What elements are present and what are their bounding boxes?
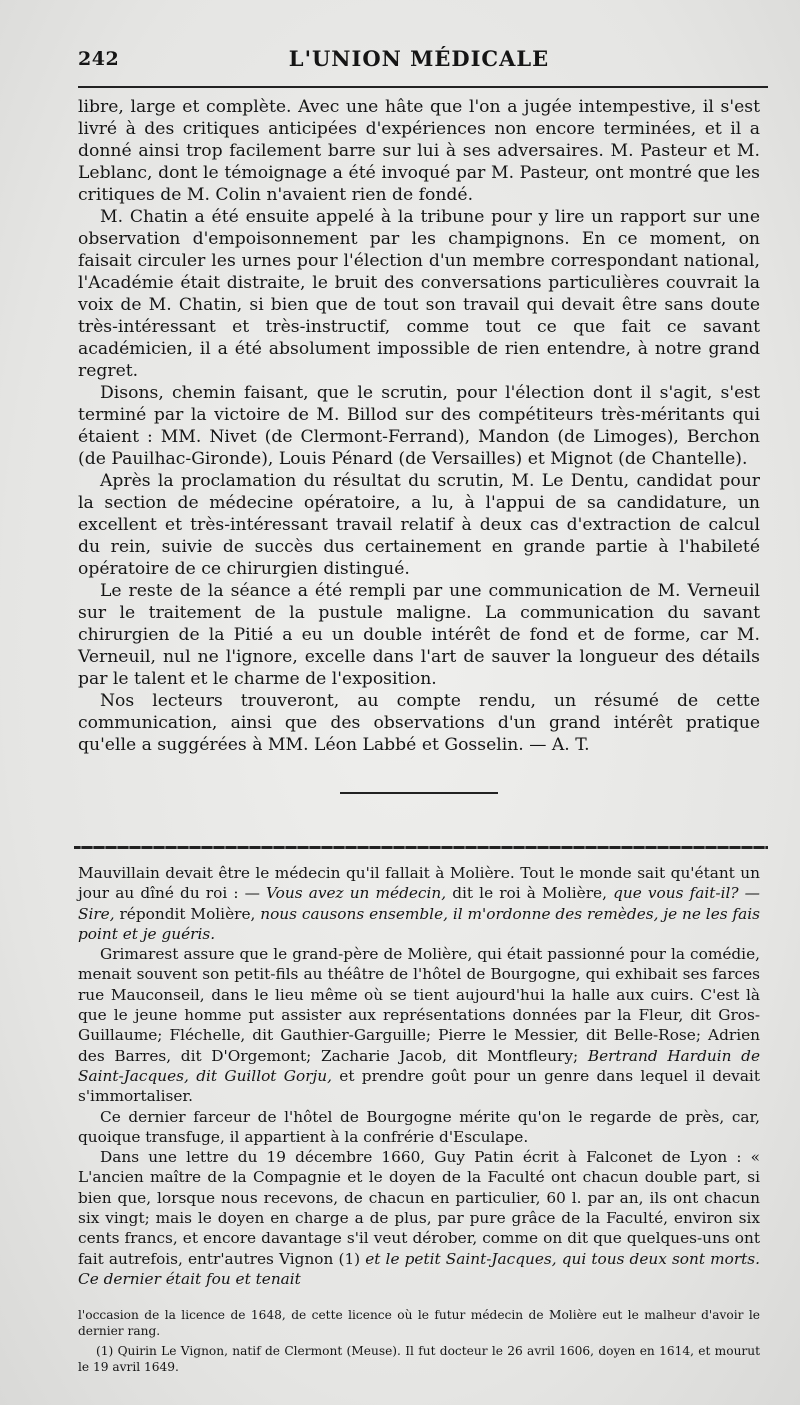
text-run: répondit Molière, [114, 904, 261, 923]
text-run: et prendre goût pour un genre dans lequel il devait s'immortaliser. [78, 1066, 760, 1106]
feuilleton-text [78, 863, 760, 1289]
page-header [78, 40, 760, 74]
feuilleton-rule [74, 846, 768, 849]
italic-run: et le petit Saint-Jacques, qui tous deux sont morts. Ce dernier était fou et tenait [78, 1249, 760, 1288]
italic-run: nous causons ensemble, il m'ordonne des remèdes, je ne les fais point et je guéris. [78, 904, 760, 943]
main-text [78, 96, 760, 756]
paragraph: M. Chatin a été ensuite appelé à la tribune pour y lire un rapport sur une observation d'empoisonnement par les champignons. En ce moment, on faisait circuler les urnes pour l'élection d'un membre correspondant national, l'Académie était distraite, le bruit des conversations particulières couvrait la voix de M. Chatin, si bien que de tout son travail qui devait être sans doute très-intéressant et très-instructif, comme tout ce que fait ce savant académicien, il a été absolument impossible de rien entendre, à notre grand regret. [78, 207, 760, 381]
feuilleton-paragraph [78, 944, 760, 1106]
paragraph: Nos lecteurs trouveront, au compte rendu, un résumé de cette communication, ainsi que des observations d'un grand intérêt pratique qu'elle a suggérées à MM. Léon Labbé et Gosselin. — A. T. [78, 691, 760, 755]
running-title: L'UNION MÉDICALE [288, 46, 550, 71]
paragraph: Disons, chemin faisant, que le scrutin, pour l'élection dont il s'agit, s'est terminé par la victoire de M. Billod sur des compétiteurs très-méritants qui étaient : MM. Nivet (de Clermont-Ferrand), Mandon (de Limoges), Berchon (de Pauilhac-Gironde), Louis Pénard (de Versailles) et Mignot (de Chantelle). [78, 383, 760, 469]
text-run: dit le roi à Molière, [446, 884, 614, 903]
italic-run: Vous avez un médecin, [266, 884, 447, 903]
feuilleton-paragraph [78, 1147, 760, 1289]
paragraph: Après la proclamation du résultat du scrutin, M. Le Dentu, candidat pour la section de médecine opératoire, a lu, à l'appui de sa candidature, un excellent et très-intéressant travail relatif à deux cas d'extraction de calcul du rein, suivie de succès dus certainement en grande partie à l'habileté opératoire de ce chirurgien distingué. [78, 471, 760, 579]
text-run: Mauvillain devait être le médecin qu'il fallait à Molière. Tout le monde sait qu'étant un jour au dîné du roi : — [78, 864, 760, 903]
paragraph: libre, large et complète. Avec une hâte que l'on a jugée intempestive, il s'est livré à des critiques anticipées d'expériences non encore terminées, et il a donné ainsi trop facilement barre sur lui à ses adversaires. M. Pasteur et M. Leblanc, dont le témoignage a été invoqué par M. Pasteur, ont montré que les critiques de M. Colin n'avaient rien de fondé. [78, 97, 760, 205]
header-rule [78, 86, 768, 88]
text-run: Grimarest assure que le grand-père de Molière, qui était passionné pour la comédie, menait souvent son petit-fils au théâtre de l'hôtel de Bourgogne, qui exhibait ses farces rue Mauconseil, dans le lieu même où se tient aujourd'hui la halle aux cuirs. C'est là que le jeune homme put assister aux représentations données par la Fleur, dit Gros-Guillaume; Fléchelle, dit Gauthier-Garguille; Pierre le Messier, dit Belle-Rose; Adrien des Barres, dit D'Orgemont; Zacharie Jacob, dit Montfleury; [78, 945, 760, 1065]
feuilleton-paragraph: Ce dernier farceur de l'hôtel de Bourgogne mérite qu'on le regarde de près, car, quoique transfuge, il appartient à la confrérie d'Esculape. [78, 1107, 760, 1146]
paragraph: Le reste de la séance a été rempli par une communication de M. Verneuil sur le traitement de la pustule maligne. La communication du savant chirurgien de la Pitié a eu un double intérêt de fond et de forme, car M. Verneuil, nul ne l'ignore, excelle dans l'art de sauver la longueur des détails par le talent et le charme de l'exposition. [78, 581, 760, 689]
text-run: Dans une lettre du 19 décembre 1660, Guy Patin écrit à Falconet de Lyon : « L'ancien maître de la Compagnie et le doyen de la Faculté ont chacun double part, si bien que, lorsque nous recevons, de chacun en particulier, 60 l. par an, ils ont chacun six vingt; mais le doyen en charge a de plus, par pure grâce de la Faculté, environ six cents francs, et encore davantage s'il veut dérober, comme on dit que quelques-uns ont fait autrefois, entr'autres Vignon (1) [78, 1148, 760, 1268]
footnote-continuation: l'occasion de la licence de 1648, de cette licence où le futur médecin de Molière eut le malheur d'avoir le dernier rang. [78, 1308, 760, 1339]
section-separator [340, 792, 498, 794]
italic-run: que vous fait-il? — Sire, [78, 884, 760, 923]
italic-run: Bertrand Harduin de Saint-Jacques, dit Guillot Gorju, [78, 1046, 761, 1085]
feuilleton-paragraph [78, 863, 760, 944]
page-number: 242 [78, 48, 120, 70]
footnote-1: (1) Quirin Le Vignon, natif de Clermont (Meuse). Il fut docteur le 26 avril 1606, doyen en 1614, et mourut le 19 avril 1649. [78, 1344, 760, 1375]
footnotes [78, 1307, 760, 1375]
